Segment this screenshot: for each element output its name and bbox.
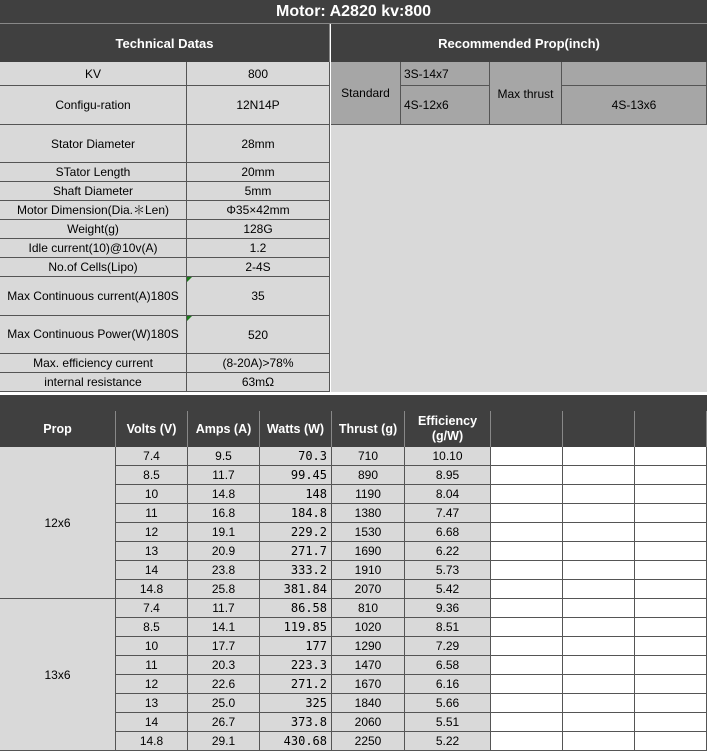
blank-cell	[491, 599, 563, 618]
efficiency-cell: 5.66	[405, 694, 491, 713]
blank-cell	[563, 599, 635, 618]
blank-cell	[635, 580, 707, 599]
efficiency-cell: 7.47	[405, 504, 491, 523]
blank-cell	[563, 542, 635, 561]
blank-cell	[563, 675, 635, 694]
watts-cell: 148	[260, 485, 332, 504]
thrust-cell: 1020	[332, 618, 405, 637]
spec-value: 520	[187, 316, 330, 354]
volts-cell: 11	[116, 504, 188, 523]
blank-cell	[491, 713, 563, 732]
efficiency-cell: 5.42	[405, 580, 491, 599]
blank-cell	[635, 504, 707, 523]
column-header: Watts (W)	[260, 411, 332, 447]
section-divider	[0, 395, 707, 411]
volts-cell: 10	[116, 637, 188, 656]
amps-cell: 26.7	[188, 713, 260, 732]
efficiency-cell: 8.95	[405, 466, 491, 485]
spec-value: Φ35×42mm	[187, 201, 330, 220]
efficiency-cell: 6.68	[405, 523, 491, 542]
blank-cell	[563, 618, 635, 637]
prop-size: 12x6	[0, 447, 116, 599]
efficiency-cell: 6.16	[405, 675, 491, 694]
blank-cell	[635, 599, 707, 618]
watts-cell: 325	[260, 694, 332, 713]
spec-value: 12N14P	[187, 86, 330, 125]
amps-cell: 29.1	[188, 732, 260, 751]
watts-cell: 271.2	[260, 675, 332, 694]
thrust-cell: 1910	[332, 561, 405, 580]
efficiency-cell: 5.51	[405, 713, 491, 732]
technical-datas-header: Technical Datas	[0, 24, 330, 62]
efficiency-cell: 5.73	[405, 561, 491, 580]
amps-cell: 22.6	[188, 675, 260, 694]
volts-cell: 12	[116, 675, 188, 694]
standard-prop-1: 3S-14x7	[401, 62, 490, 86]
amps-cell: 16.8	[188, 504, 260, 523]
blank-cell	[563, 504, 635, 523]
blank-cell	[563, 637, 635, 656]
spec-value: 128G	[187, 220, 330, 239]
recommended-blank-area	[331, 125, 707, 392]
spec-value: 63mΩ	[187, 373, 330, 392]
spec-label: Max. efficiency current	[0, 354, 187, 373]
blank-cell	[635, 542, 707, 561]
amps-cell: 25.8	[188, 580, 260, 599]
blank-cell	[491, 656, 563, 675]
amps-cell: 14.8	[188, 485, 260, 504]
watts-cell: 70.3	[260, 447, 332, 466]
max-thrust-blank	[562, 62, 707, 86]
standard-label: Standard	[331, 62, 401, 125]
thrust-cell: 1690	[332, 542, 405, 561]
column-header-blank	[491, 411, 563, 447]
volts-cell: 14.8	[116, 732, 188, 751]
column-header: Amps (A)	[188, 411, 260, 447]
blank-cell	[635, 656, 707, 675]
amps-cell: 11.7	[188, 599, 260, 618]
watts-cell: 177	[260, 637, 332, 656]
watts-cell: 381.84	[260, 580, 332, 599]
blank-cell	[491, 523, 563, 542]
spec-label: Shaft Diameter	[0, 182, 187, 201]
blank-cell	[563, 447, 635, 466]
blank-cell	[491, 732, 563, 751]
blank-cell	[563, 656, 635, 675]
thrust-cell: 2070	[332, 580, 405, 599]
blank-cell	[491, 485, 563, 504]
spec-value: (8-20A)>78%	[187, 354, 330, 373]
volts-cell: 14	[116, 561, 188, 580]
spec-value: 5mm	[187, 182, 330, 201]
watts-cell: 86.58	[260, 599, 332, 618]
spec-label: STator Length	[0, 163, 187, 182]
blank-cell	[491, 466, 563, 485]
spec-label: Motor Dimension(Dia.＊Len)	[0, 201, 187, 220]
volts-cell: 7.4	[116, 447, 188, 466]
thrust-cell: 1380	[332, 504, 405, 523]
standard-prop-2: 4S-12x6	[401, 86, 490, 125]
efficiency-cell: 6.58	[405, 656, 491, 675]
max-thrust-prop: 4S-13x6	[562, 86, 707, 125]
blank-cell	[635, 675, 707, 694]
watts-cell: 430.68	[260, 732, 332, 751]
column-header: Volts (V)	[116, 411, 188, 447]
amps-cell: 20.3	[188, 656, 260, 675]
thrust-cell: 2060	[332, 713, 405, 732]
blank-cell	[563, 580, 635, 599]
blank-cell	[635, 637, 707, 656]
spec-value: 800	[187, 62, 330, 86]
amps-cell: 23.8	[188, 561, 260, 580]
blank-cell	[563, 713, 635, 732]
watts-cell: 333.2	[260, 561, 332, 580]
max-thrust-label: Max thrust	[490, 62, 562, 125]
blank-cell	[563, 485, 635, 504]
thrust-cell: 1190	[332, 485, 405, 504]
blank-cell	[635, 732, 707, 751]
blank-cell	[635, 466, 707, 485]
spec-value: 28mm	[187, 125, 330, 163]
blank-cell	[635, 485, 707, 504]
watts-cell: 184.8	[260, 504, 332, 523]
volts-cell: 14	[116, 713, 188, 732]
spec-label: Max Continuous current(A)180S	[0, 277, 187, 316]
watts-cell: 223.3	[260, 656, 332, 675]
volts-cell: 11	[116, 656, 188, 675]
spec-label: Weight(g)	[0, 220, 187, 239]
efficiency-cell: 5.22	[405, 732, 491, 751]
volts-cell: 14.8	[116, 580, 188, 599]
blank-cell	[563, 561, 635, 580]
blank-cell	[635, 523, 707, 542]
amps-cell: 9.5	[188, 447, 260, 466]
efficiency-cell: 8.51	[405, 618, 491, 637]
watts-cell: 99.45	[260, 466, 332, 485]
spec-label: Configu-ration	[0, 86, 187, 125]
spec-label: No.of Cells(Lipo)	[0, 258, 187, 277]
amps-cell: 20.9	[188, 542, 260, 561]
spec-label: Idle current(10)@10v(A)	[0, 239, 187, 258]
column-header: Thrust (g)	[332, 411, 405, 447]
blank-cell	[491, 447, 563, 466]
volts-cell: 8.5	[116, 618, 188, 637]
efficiency-cell: 6.22	[405, 542, 491, 561]
recommended-prop-header: Recommended Prop(inch)	[331, 24, 707, 62]
efficiency-cell: 9.36	[405, 599, 491, 618]
thrust-cell: 2250	[332, 732, 405, 751]
blank-cell	[491, 618, 563, 637]
volts-cell: 12	[116, 523, 188, 542]
prop-size: 13x6	[0, 599, 116, 751]
volts-cell: 7.4	[116, 599, 188, 618]
blank-cell	[563, 523, 635, 542]
blank-cell	[491, 694, 563, 713]
blank-cell	[635, 561, 707, 580]
spec-label: internal resistance	[0, 373, 187, 392]
spec-label: Stator Diameter	[0, 125, 187, 163]
blank-cell	[563, 732, 635, 751]
thrust-cell: 710	[332, 447, 405, 466]
amps-cell: 17.7	[188, 637, 260, 656]
column-header-blank	[635, 411, 707, 447]
thrust-cell: 810	[332, 599, 405, 618]
thrust-cell: 1840	[332, 694, 405, 713]
spec-value: 35	[187, 277, 330, 316]
blank-cell	[563, 694, 635, 713]
volts-cell: 13	[116, 542, 188, 561]
blank-cell	[491, 675, 563, 694]
spec-value: 2-4S	[187, 258, 330, 277]
spec-label: KV	[0, 62, 187, 86]
blank-cell	[635, 694, 707, 713]
amps-cell: 14.1	[188, 618, 260, 637]
blank-cell	[635, 713, 707, 732]
volts-cell: 13	[116, 694, 188, 713]
amps-cell: 19.1	[188, 523, 260, 542]
blank-cell	[491, 504, 563, 523]
column-header-blank	[563, 411, 635, 447]
thrust-cell: 1470	[332, 656, 405, 675]
spec-value: 20mm	[187, 163, 330, 182]
blank-cell	[563, 466, 635, 485]
thrust-cell: 890	[332, 466, 405, 485]
volts-cell: 10	[116, 485, 188, 504]
efficiency-cell: 7.29	[405, 637, 491, 656]
amps-cell: 25.0	[188, 694, 260, 713]
volts-cell: 8.5	[116, 466, 188, 485]
efficiency-cell: 8.04	[405, 485, 491, 504]
column-header: Efficiency (g/W)	[405, 411, 491, 447]
blank-cell	[635, 618, 707, 637]
page-title: Motor: A2820 kv:800	[0, 0, 707, 24]
efficiency-cell: 10.10	[405, 447, 491, 466]
watts-cell: 373.8	[260, 713, 332, 732]
blank-cell	[491, 542, 563, 561]
watts-cell: 119.85	[260, 618, 332, 637]
blank-cell	[491, 561, 563, 580]
amps-cell: 11.7	[188, 466, 260, 485]
blank-cell	[635, 447, 707, 466]
watts-cell: 271.7	[260, 542, 332, 561]
spec-value: 1.2	[187, 239, 330, 258]
spec-label: Max Continuous Power(W)180S	[0, 316, 187, 354]
thrust-cell: 1290	[332, 637, 405, 656]
column-header: Prop	[0, 411, 116, 447]
blank-cell	[491, 580, 563, 599]
watts-cell: 229.2	[260, 523, 332, 542]
thrust-cell: 1670	[332, 675, 405, 694]
thrust-cell: 1530	[332, 523, 405, 542]
blank-cell	[491, 637, 563, 656]
